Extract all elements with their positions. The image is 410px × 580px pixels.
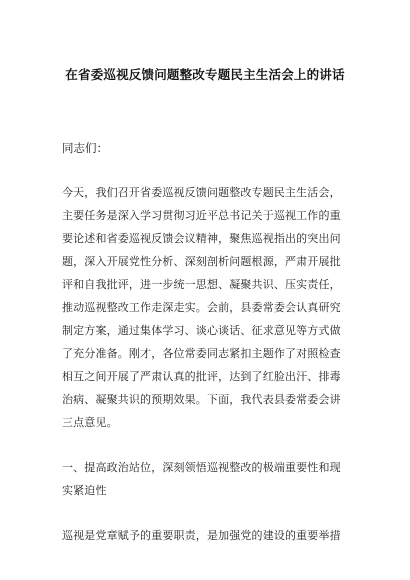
paragraph-3-line: 巡视是党章赋予的重要职责，是加强党的建设的重要举措: [62, 529, 341, 542]
paragraph-1-line: 今天，我们召开省委巡视反馈问题整改专题民主生活会，: [62, 186, 341, 199]
section-heading-line: 实紧迫性: [62, 484, 107, 497]
paragraph-1-line: 题，深入开展党性分析、深刻剖析问题根源，严肃开展批: [62, 255, 341, 268]
paragraph-1-line: 评和自我批评，进一步统一思想、凝聚共识、压实责任，: [62, 278, 341, 291]
paragraph-1-line: 了充分准备。刚才，各位常委同志紧扣主题作了对照检查: [62, 347, 341, 360]
paragraph-1-line: 推动巡视整改工作走深走实。会前，县委常委会认真研究: [62, 301, 341, 314]
paragraph-1-line: 相互之间开展了严肃认真的批评，达到了红脸出汗、排毒: [62, 370, 341, 383]
section-heading-line: 一、提高政治站位，深刻领悟巡视整改的极端重要性和现: [62, 461, 341, 474]
paragraph-1-line: 要论述和省委巡视反馈会议精神，聚焦巡视指出的突出问: [62, 232, 341, 245]
document-title: 在省委巡视反馈问题整改专题民主生活会上的讲话: [65, 67, 345, 82]
salutation: 同志们：: [62, 141, 108, 155]
paragraph-1-line: 三点意见。: [62, 416, 118, 429]
paragraph-1-line: 主要任务是深入学习贯彻习近平总书记关于巡视工作的重: [62, 209, 341, 222]
paragraph-1-line: 治病、凝聚共识的预期效果。下面，我代表县委常委会讲: [62, 393, 341, 406]
paragraph-1-line: 制定方案，通过集体学习、谈心谈话、征求意见等方式做: [62, 324, 341, 337]
